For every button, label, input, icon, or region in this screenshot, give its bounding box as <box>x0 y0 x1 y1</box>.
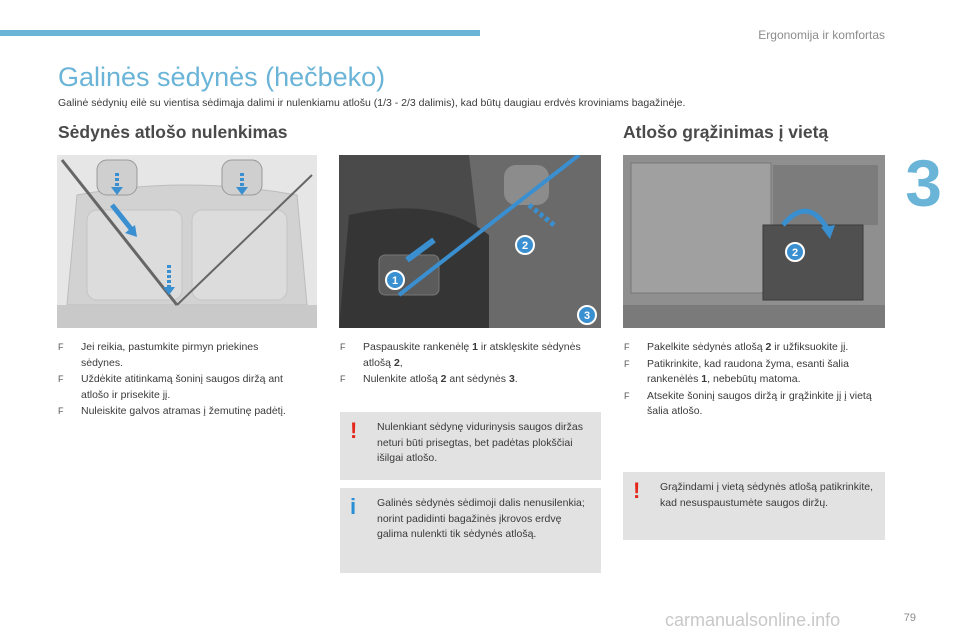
illustration-backrest-return <box>623 155 885 328</box>
bullet-icon: F <box>58 342 64 352</box>
watermark: carmanualsonline.info <box>665 610 841 630</box>
info-note-middle <box>340 488 601 573</box>
heading-return-backrest: Atlošo grąžinimas į vietą <box>623 122 829 142</box>
warning-note-middle <box>340 412 601 480</box>
list-item: F Pakelkite sėdynės atlošą 2 ir užfiksuokite jį. <box>624 340 889 356</box>
middle-steps-list <box>340 340 590 389</box>
bullet-icon: F <box>58 406 64 416</box>
section-name: Ergonomija ir komfortas <box>758 28 885 42</box>
callout-2: 2 <box>521 240 529 252</box>
callout-3: 3 <box>583 310 591 322</box>
list-item: F Paspauskite rankenėlę 1 ir atsklęskite sėdynės atlošą 2, <box>340 341 581 369</box>
top-accent-bar <box>0 30 480 36</box>
illustration-rear-seat-headrests <box>57 155 317 328</box>
list-item: F Patikrinkite, kad raudona žyma, esanti šalia rankenėlės 1, nebebūtų matoma. <box>624 357 849 385</box>
bullet-icon: F <box>624 390 630 401</box>
bullet-icon: F <box>624 342 630 352</box>
illustration-backrest-release <box>339 155 601 328</box>
warning-icon: ! <box>350 418 358 443</box>
warning-text-right: Grąžindami į vietą sėdynės atlošą patikrinkite, kad nesuspaustumėte saugos diržų. <box>660 481 874 509</box>
right-steps-list <box>624 340 889 421</box>
warning-text: Nulenkiant sėdynę vidurinysis saugos diržas neturi būti prisegtas, bet padėtas plokščiai išilgai atlošo. <box>377 421 584 464</box>
warning-icon: ! <box>633 478 641 503</box>
list-item: F Nulenkite atlošą 2 ant sėdynės 3. <box>340 372 590 388</box>
page-number: 79 <box>903 612 916 624</box>
intro-text: Galinė sėdynių eilė su vientisa sėdimąja dalimi ir nulenkiamu atlošu (1/3 - 2/3 dalimis), kad būtų daugiau erdvės kroviniams bagažinėje. <box>58 97 686 109</box>
warning-note-right <box>623 472 885 540</box>
callout-2-right: 2 <box>791 247 799 259</box>
list-item: F Nuleiskite galvos atramas į žemutinę padėtį. <box>58 404 303 420</box>
page-title: Galinės sėdynės (hečbeko) <box>58 62 386 92</box>
list-item: F Uždėkite atitinkamą šoninį saugos diržą ant atlošo ir prisekite jį. <box>58 373 283 401</box>
chapter-number: 3 <box>905 146 942 220</box>
list-item: F Atsekite šoninį saugos diržą ir grąžinkite jį į vietą šalia atlošo. <box>624 389 872 417</box>
info-text: Galinės sėdynės sėdimoji dalis nenusilenkia; norint padidinti bagažinės įkrovos erdvę galima nulenkti tik sėdynės atlošą. <box>377 497 585 540</box>
heading-fold-backrest: Sėdynės atlošo nulenkimas <box>58 122 288 142</box>
bullet-icon: F <box>624 358 630 369</box>
left-steps-list <box>58 340 303 421</box>
info-icon: i <box>350 494 357 519</box>
bullet-icon: F <box>340 342 346 352</box>
list-item: F Jei reikia, pastumkite pirmyn priekines sėdynes. <box>58 341 259 369</box>
callout-1: 1 <box>391 275 399 287</box>
bullet-icon: F <box>58 374 64 384</box>
bullet-icon: F <box>340 374 346 384</box>
